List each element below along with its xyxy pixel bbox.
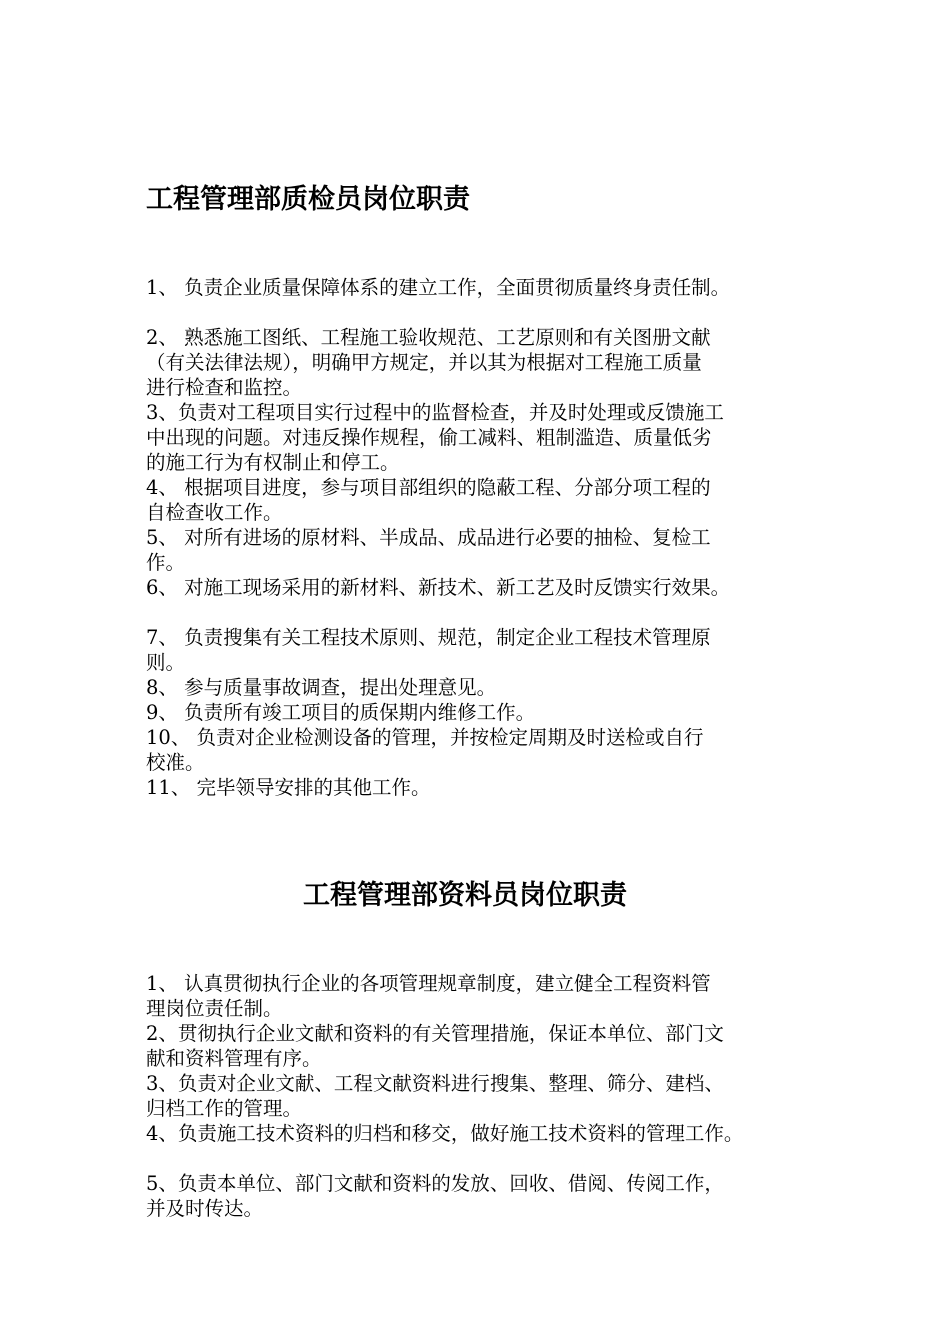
duty-item-line: （有关法律法规），明确甲方规定，并以其为根据对工程施工质量 bbox=[146, 351, 702, 374]
duty-item bbox=[146, 775, 836, 800]
duty-item-line: 4、负责施工技术资料的归档和移交，做好施工技术资料的管理工作。 bbox=[146, 1122, 744, 1145]
duty-item bbox=[146, 1021, 836, 1071]
duty-item-line: 3、负责对企业文献、工程文献资料进行搜集、整理、筛分、建档、 bbox=[146, 1072, 724, 1095]
duty-item-line: 进行检查和监控。 bbox=[146, 376, 303, 399]
duty-item-line: 10、 负责对企业检测设备的管理，并按检定周期及时送检或自行 bbox=[146, 726, 704, 749]
duty-item bbox=[146, 525, 836, 575]
duty-item-line: 4、 根据项目进度，参与项目部组织的隐蔽工程、分部分项工程的 bbox=[146, 476, 711, 499]
records-clerk-duties-list bbox=[146, 971, 836, 1221]
duty-item-line: 归档工作的管理。 bbox=[146, 1097, 303, 1120]
duty-item bbox=[146, 475, 836, 525]
duty-item-line: 理岗位责任制。 bbox=[146, 997, 283, 1020]
duty-item-line: 6、 对施工现场采用的新材料、新技术、新工艺及时反馈实行效果。 bbox=[146, 576, 731, 599]
duty-item-line: 8、 参与质量事故调查，提出处理意见。 bbox=[146, 676, 497, 699]
duty-item bbox=[146, 675, 836, 700]
duty-item bbox=[146, 725, 836, 775]
duty-item bbox=[146, 971, 836, 1021]
duty-item bbox=[146, 1121, 836, 1146]
duty-item bbox=[146, 275, 836, 300]
duty-item bbox=[146, 575, 836, 600]
duty-item-line: 2、贯彻执行企业文献和资料的有关管理措施，保证本单位、部门文 bbox=[146, 1022, 724, 1045]
duty-item-line: 5、负责本单位、部门文献和资料的发放、回收、借阅、传阅工作， bbox=[146, 1172, 724, 1195]
duty-item bbox=[146, 1171, 836, 1221]
duty-item-line: 则。 bbox=[146, 651, 186, 674]
paragraph-spacer bbox=[146, 600, 836, 625]
duty-item-line: 2、 熟悉施工图纸、工程施工验收规范、工艺原则和有关图册文献 bbox=[146, 326, 711, 349]
duty-item-line: 并及时传达。 bbox=[146, 1197, 264, 1220]
duty-item bbox=[146, 625, 836, 675]
duty-item-line: 1、 认真贯彻执行企业的各项管理规章制度，建立健全工程资料管 bbox=[146, 972, 711, 995]
duty-item-line: 的施工行为有权制止和停工。 bbox=[146, 451, 400, 474]
duty-item-line: 献和资料管理有序。 bbox=[146, 1047, 322, 1070]
section-title-inspector: 工程管理部质检员岗位职责 bbox=[146, 184, 470, 215]
duty-item-line: 11、 完毕领导安排的其他工作。 bbox=[146, 776, 431, 799]
inspector-duties-list bbox=[146, 275, 836, 800]
duty-item-line: 3、负责对工程项目实行过程中的监督检查，并及时处理或反馈施工 bbox=[146, 401, 724, 424]
duty-item-line: 7、 负责搜集有关工程技术原则、规范，制定企业工程技术管理原 bbox=[146, 626, 711, 649]
paragraph-spacer bbox=[146, 1146, 836, 1171]
duty-item-line: 校准。 bbox=[146, 751, 205, 774]
duty-item bbox=[146, 325, 836, 400]
duty-item bbox=[146, 1071, 836, 1121]
duty-item bbox=[146, 400, 836, 475]
duty-item-line: 作。 bbox=[146, 551, 186, 574]
duty-item-line: 1、 负责企业质量保障体系的建立工作，全面贯彻质量终身责任制。 bbox=[146, 276, 731, 299]
paragraph-spacer bbox=[146, 300, 836, 325]
duty-item-line: 9、 负责所有竣工项目的质保期内维修工作。 bbox=[146, 701, 536, 724]
duty-item bbox=[146, 700, 836, 725]
duty-item-line: 自检查收工作。 bbox=[146, 501, 283, 524]
duty-item-line: 中出现的问题。对违反操作规程，偷工减料、粗制滥造、质量低劣 bbox=[146, 426, 712, 449]
section-title-records-clerk: 工程管理部资料员岗位职责 bbox=[303, 880, 627, 911]
duty-item-line: 5、 对所有进场的原材料、半成品、成品进行必要的抽检、复检工 bbox=[146, 526, 711, 549]
